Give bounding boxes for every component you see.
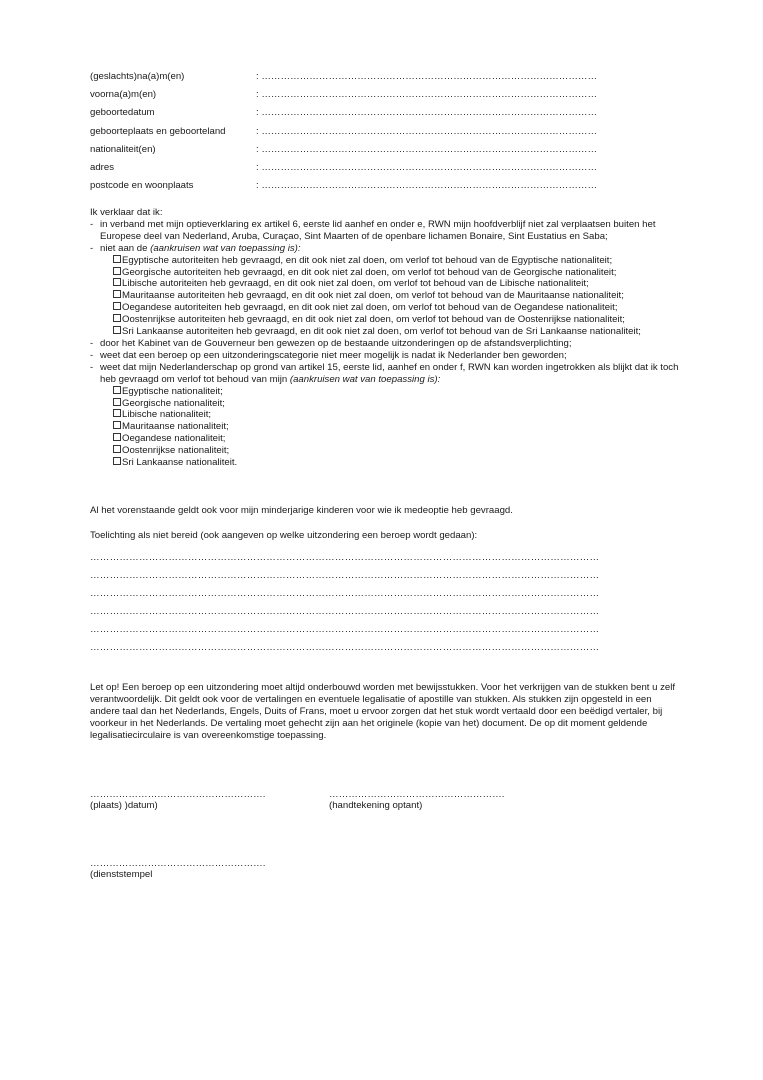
declaration-item-no-appeal: - weet dat een beroep op een uitzonderingscategorie niet meer mogelijk is nadat ik Nederlander ben geworden; <box>90 349 567 361</box>
field-address <box>90 162 610 180</box>
instruction-italic: (aankruisen wat van toepassing is): <box>150 242 301 254</box>
declaration-text: weet dat mijn Nederlanderschap op grond van artikel 15, eerste lid, aanhef en onder f, RWN kan worden ingetrokken als blijkt dat ik toch heb gevraagd om verlof tot behoud van mijn <box>100 361 679 385</box>
field-label: postcode en woonplaats <box>90 180 194 192</box>
field-dotted-line[interactable]: : …………………………………………………………………………………………… <box>256 143 598 155</box>
explanation-line[interactable]: ………………………………………………………………………………………………………………………………………… <box>90 624 600 635</box>
declaration-text: door het Kabinet van de Gouverneur ben gewezen op de bestaande uitzonderingen op de afstandsverplichting; <box>100 337 572 349</box>
checklist-label: Oostenrijkse nationaliteit; <box>122 445 230 457</box>
field-birth-date <box>90 107 610 125</box>
checkbox-georgian-nationality[interactable] <box>113 398 121 406</box>
field-label: (geslachts)na(a)m(en) <box>90 71 185 82</box>
declaration-item-exceptions: - door het Kabinet van de Gouverneur ben gewezen op de bestaande uitzonderingen op de afstandsverplichting; <box>90 337 572 349</box>
checkbox-austria[interactable] <box>113 314 121 322</box>
field-nationality <box>90 144 610 162</box>
field-dotted-line[interactable]: : …………………………………………………………………………………………… <box>256 161 598 173</box>
stamp-label: (dienststempel <box>90 869 153 880</box>
field-birth-place <box>90 126 610 144</box>
declaration-item-revocation: - weet dat mijn Nederlanderschap op grond van artikel 15, eerste lid, aanhef en onder f, RWN kan worden ingetrokken als blijkt dat ik toch heb gevraagd om verlof tot behoud van mijn (aankruisen wat van toepassing is): <box>90 361 679 385</box>
signature-line[interactable]: ………………………………………………. <box>329 789 505 800</box>
checkbox-libya[interactable] <box>113 278 121 286</box>
checklist-label: Egyptische nationaliteit; <box>122 385 223 397</box>
declaration-intro: Ik verklaar dat ik: <box>90 207 163 218</box>
checklist-item <box>113 457 680 469</box>
checkbox-ugandan-nationality[interactable] <box>113 433 121 441</box>
signature-label: (handtekening optant) <box>329 800 423 811</box>
checklist-label: Mauritaanse nationaliteit; <box>122 421 229 433</box>
children-note: Al het vorenstaande geldt ook voor mijn minderjarige kinderen voor wie ik medeoptie heb gevraagd. <box>90 505 513 516</box>
checklist-item <box>113 278 680 290</box>
declaration-item-residence: - in verband met mijn optieverklaring ex artikel 6, eerste lid aanhef en onder e, RWN mijn hoofdverblijf niet zal verplaatsen buiten het Europese deel van Nederland, Aruba, Curaçao, Sint Maarten of de openbare lichamen Bonaire, Sint Eustatius en Saba; <box>90 218 656 242</box>
checkbox-sri-lanka[interactable] <box>113 326 121 334</box>
place-date-line[interactable]: ………………………………………………. <box>90 789 266 800</box>
warning-paragraph: Let op! Een beroep op een uitzondering moet altijd onderbouwd worden met bewijsstukken. Voor het verkrijgen van de stukken bent u zelf verantwoordelijk. Dit geldt ook voor de vertalingen en eventuele legalisatie of apostille van stukken. Als stukken zijn opgesteld in een andere taal dan het Nederlands, Engels, Duits of Frans, moet u ervoor zorgen dat het stuk wordt vertaald door een beëdigd vertaler, bij voorkeur in het Nederlands. De vertaling moet gehecht zijn aan het originele (kopie van het) document. De op dit moment geldende legalisatiecirculaire is van overeenkomstige toepassing. <box>90 682 676 741</box>
checkbox-mauritania[interactable] <box>113 290 121 298</box>
field-dotted-line[interactable]: : …………………………………………………………………………………………… <box>256 180 598 192</box>
checklist-item <box>113 386 680 398</box>
checklist-label: Sri Lankaanse autoriteiten heb gevraagd, en dit ook niet zal doen, om verlof tot behoud van de Sri Lankaanse nationaliteit; <box>122 326 641 338</box>
checklist-label: Oegandese nationaliteit; <box>122 433 226 445</box>
field-surname <box>90 71 610 89</box>
field-dotted-line[interactable]: : …………………………………………………………………………………………… <box>256 71 598 82</box>
explanation-line[interactable]: ………………………………………………………………………………………………………………………………………… <box>90 552 600 563</box>
declaration-text: niet aan de <box>100 242 151 254</box>
checklist-item <box>113 421 680 433</box>
checklist-label: Georgische autoriteiten heb gevraagd, en dit ook niet zal doen, om verlof tot behoud van de Georgische nationaliteit; <box>122 266 617 278</box>
checklist-item <box>113 290 680 302</box>
field-first-names <box>90 89 610 107</box>
checkbox-egypt[interactable] <box>113 255 121 263</box>
checklist-label: Sri Lankaanse nationaliteit. <box>122 457 238 469</box>
field-postcode-city <box>90 180 610 198</box>
field-label: geboortedatum <box>90 107 155 119</box>
checkbox-georgia[interactable] <box>113 267 121 275</box>
checklist-label: Mauritaanse autoriteiten heb gevraagd, en dit ook niet zal doen, om verlof tot behoud van de Mauritaanse nationaliteit; <box>122 290 624 302</box>
checklist-item <box>113 409 680 421</box>
checklist-label: Georgische nationaliteit; <box>122 397 225 409</box>
checkbox-sri-lankan-nationality[interactable] <box>113 457 121 465</box>
explanation-label: Toelichting als niet bereid (ook aangeven op welke uitzondering een beroep wordt gedaan): <box>90 530 478 541</box>
field-dotted-line[interactable]: : …………………………………………………………………………………………… <box>256 107 598 119</box>
explanation-line[interactable]: ………………………………………………………………………………………………………………………………………… <box>90 588 600 599</box>
declaration-text: in verband met mijn optieverklaring ex artikel 6, eerste lid aanhef en onder e, RWN mijn hoofdverblijf niet zal verplaatsen buiten het Europese deel van Nederland, Aruba, Curaçao, Sint Maarten of de openbare lichamen Bonaire, Sint Eustatius en Saba; <box>100 218 656 242</box>
checklist-item <box>113 255 680 267</box>
checkbox-mauritanian-nationality[interactable] <box>113 421 121 429</box>
declaration-item-not-requested: - niet aan de (aankruisen wat van toepassing is): <box>90 242 301 254</box>
checklist-label: Libische nationaliteit; <box>122 409 212 421</box>
authority-checklist <box>90 255 680 338</box>
field-dotted-line[interactable]: : …………………………………………………………………………………………… <box>256 89 598 101</box>
place-date-label: (plaats) )datum) <box>90 800 158 811</box>
explanation-line[interactable]: ………………………………………………………………………………………………………………………………………… <box>90 642 600 653</box>
field-label: voorna(a)m(en) <box>90 89 157 101</box>
checklist-item <box>113 433 680 445</box>
checkbox-libyan-nationality[interactable] <box>113 409 121 417</box>
checklist-item <box>113 326 680 338</box>
checkbox-austrian-nationality[interactable] <box>113 445 121 453</box>
checkbox-uganda[interactable] <box>113 302 121 310</box>
declaration-section <box>90 207 680 469</box>
personal-data-fields <box>90 71 610 198</box>
field-label: adres <box>90 161 114 173</box>
checkbox-egyptian-nationality[interactable] <box>113 386 121 394</box>
field-label: geboorteplaats en geboorteland <box>90 125 226 137</box>
checklist-item <box>113 398 680 410</box>
stamp-line[interactable]: ………………………………………………. <box>90 858 266 869</box>
checklist-item <box>113 314 680 326</box>
checklist-label: Oegandese autoriteiten heb gevraagd, en dit ook niet zal doen, om verlof tot behoud van de Oegandese nationaliteit; <box>122 302 618 314</box>
nationality-checklist <box>90 386 680 469</box>
checklist-label: Oostenrijkse autoriteiten heb gevraagd, en dit ook niet zal doen, om verlof tot behoud van de Oostenrijkse nationaliteit; <box>122 314 625 326</box>
instruction-italic: (aankruisen wat van toepassing is): <box>289 373 441 385</box>
explanation-line[interactable]: ………………………………………………………………………………………………………………………………………… <box>90 570 600 581</box>
checklist-item <box>113 302 680 314</box>
explanation-line[interactable]: ………………………………………………………………………………………………………………………………………… <box>90 606 600 617</box>
declaration-text: weet dat een beroep op een uitzonderingscategorie niet meer mogelijk is nadat ik Nederlander ben geworden; <box>100 349 567 361</box>
checklist-label: Egyptische autoriteiten heb gevraagd, en dit ook niet zal doen, om verlof tot behoud van de Egyptische nationaliteit; <box>122 254 613 266</box>
checklist-label: Libische autoriteiten heb gevraagd, en dit ook niet zal doen, om verlof tot behoud van de Libische nationaliteit; <box>122 278 589 290</box>
field-dotted-line[interactable]: : …………………………………………………………………………………………… <box>256 125 598 137</box>
checklist-item <box>113 445 680 457</box>
checklist-item <box>113 267 680 279</box>
field-label: nationaliteit(en) <box>90 143 156 155</box>
